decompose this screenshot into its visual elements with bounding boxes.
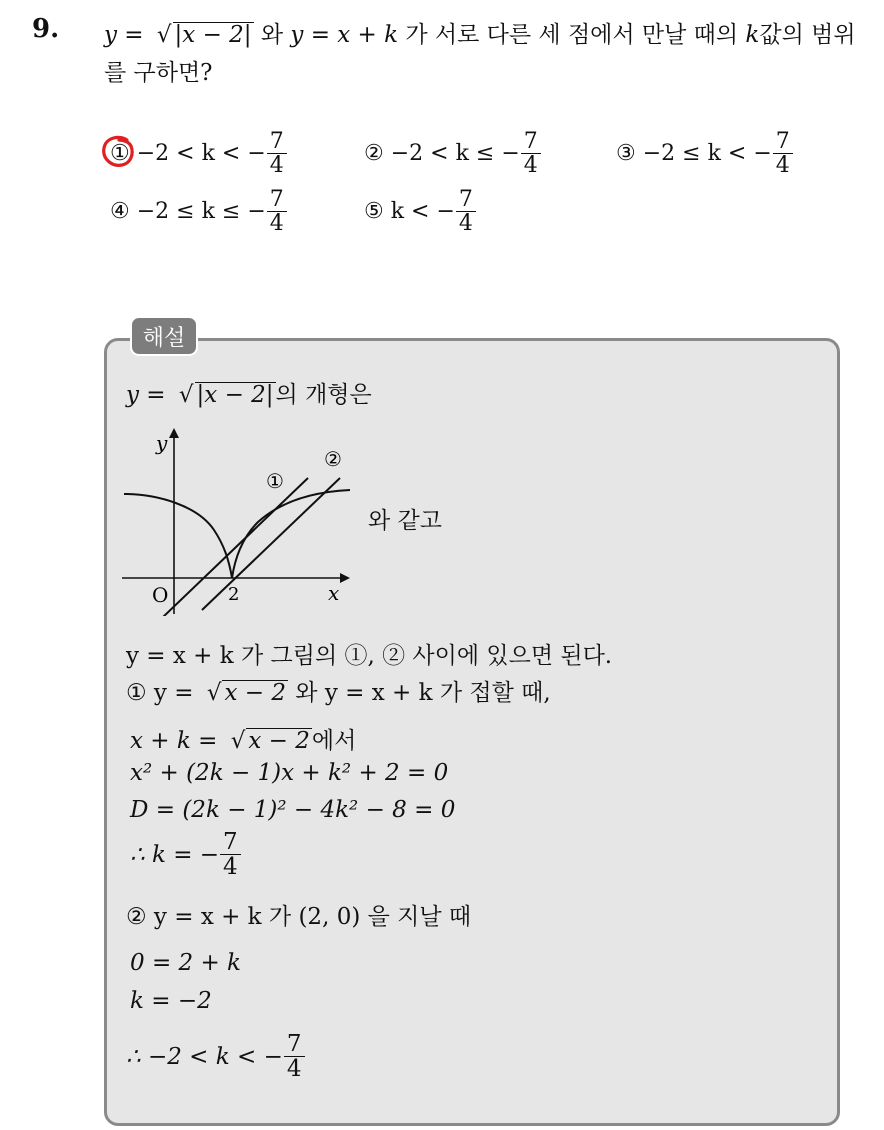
- solution-graph: [118, 420, 362, 616]
- choice-1-marker: ①: [110, 141, 130, 167]
- solution-line-6: D = (2k − 1)² − 4k² − 8 = 0: [130, 797, 456, 823]
- q-expr1-lhs: y =: [104, 22, 144, 48]
- solution-line-4: x + k = √ x − 2에서: [130, 728, 357, 754]
- choice-3-expr: −2 ≤ k < −: [642, 141, 772, 167]
- q-expr1-radicand: |x − 2|: [174, 22, 252, 48]
- q-expr2: y = x + k: [290, 22, 399, 48]
- choice-4-marker: ④: [110, 199, 130, 225]
- solution-tag: 해설: [130, 316, 198, 356]
- solution-line-1: y = √ |x − 2|의 개형은: [126, 382, 372, 408]
- q-k: k: [745, 22, 760, 48]
- question-text: y = √ |x − 2| 와 y = x + k 가 서로 다른 세 점에서 만날 때의 k값의 범위를 구하면?: [104, 22, 856, 86]
- solution-line-3: ① y = √ x − 2 와 y = x + k 가 접할 때,: [126, 680, 551, 706]
- solution-line-11: ∴ −2 < k < − $\frac{7}{4}$: [126, 1032, 305, 1081]
- question-number: 9.: [32, 14, 60, 44]
- solution-line-8: ② y = x + k 가 (2, 0) 을 지날 때: [126, 904, 472, 930]
- choice-4-expr: −2 ≤ k ≤ −: [136, 199, 266, 225]
- answer-circle-mark: [100, 134, 136, 170]
- choice-1-fraction: $\frac{7}{4}$: [267, 130, 287, 177]
- choice-3-marker: ③: [616, 141, 636, 167]
- q-text-rest: 가 서로 다른 세 점에서 만날 때의: [405, 22, 746, 48]
- choice-1-expr: −2 < k < −: [136, 141, 266, 167]
- graph-line-2-label: ②: [324, 447, 342, 471]
- choice-5[interactable]: [364, 188, 476, 235]
- choice-4-fraction: $\frac{7}{4}$: [267, 188, 287, 235]
- graph-x-label: x: [328, 581, 340, 605]
- graph-origin-label: O: [152, 583, 169, 607]
- choice-2[interactable]: [364, 130, 541, 177]
- graph-2-label: 2: [228, 584, 240, 605]
- choice-1[interactable]: [110, 130, 287, 177]
- solution-line-9: 0 = 2 + k: [130, 950, 241, 976]
- solution-line-10: k = −2: [130, 988, 212, 1014]
- choice-4[interactable]: [110, 188, 287, 235]
- graph-caption: 와 같고: [368, 508, 442, 534]
- choice-5-fraction: $\frac{7}{4}$: [456, 188, 476, 235]
- solution-line-5: x² + (2k − 1)x + k² + 2 = 0: [130, 760, 449, 786]
- choice-2-expr: −2 < k ≤ −: [390, 141, 520, 167]
- solution-line-7: ∴ k = − $\frac{7}{4}$: [130, 830, 241, 879]
- choice-3[interactable]: [616, 130, 793, 177]
- choice-3-fraction: $\frac{7}{4}$: [773, 130, 793, 177]
- choice-2-fraction: $\frac{7}{4}$: [521, 130, 541, 177]
- graph-line-1-label: ①: [266, 469, 284, 493]
- q-connector: 와: [260, 22, 291, 48]
- q-text-end: 값의 범위를 구하면?: [104, 22, 856, 86]
- solution-line-2: y = x + k 가 그림의 ①, ② 사이에 있으면 된다.: [126, 643, 613, 669]
- choice-5-marker: ⑤: [364, 199, 384, 225]
- graph-y-label: y: [156, 431, 168, 455]
- choice-2-marker: ②: [364, 141, 384, 167]
- choice-5-expr: k < −: [390, 199, 455, 225]
